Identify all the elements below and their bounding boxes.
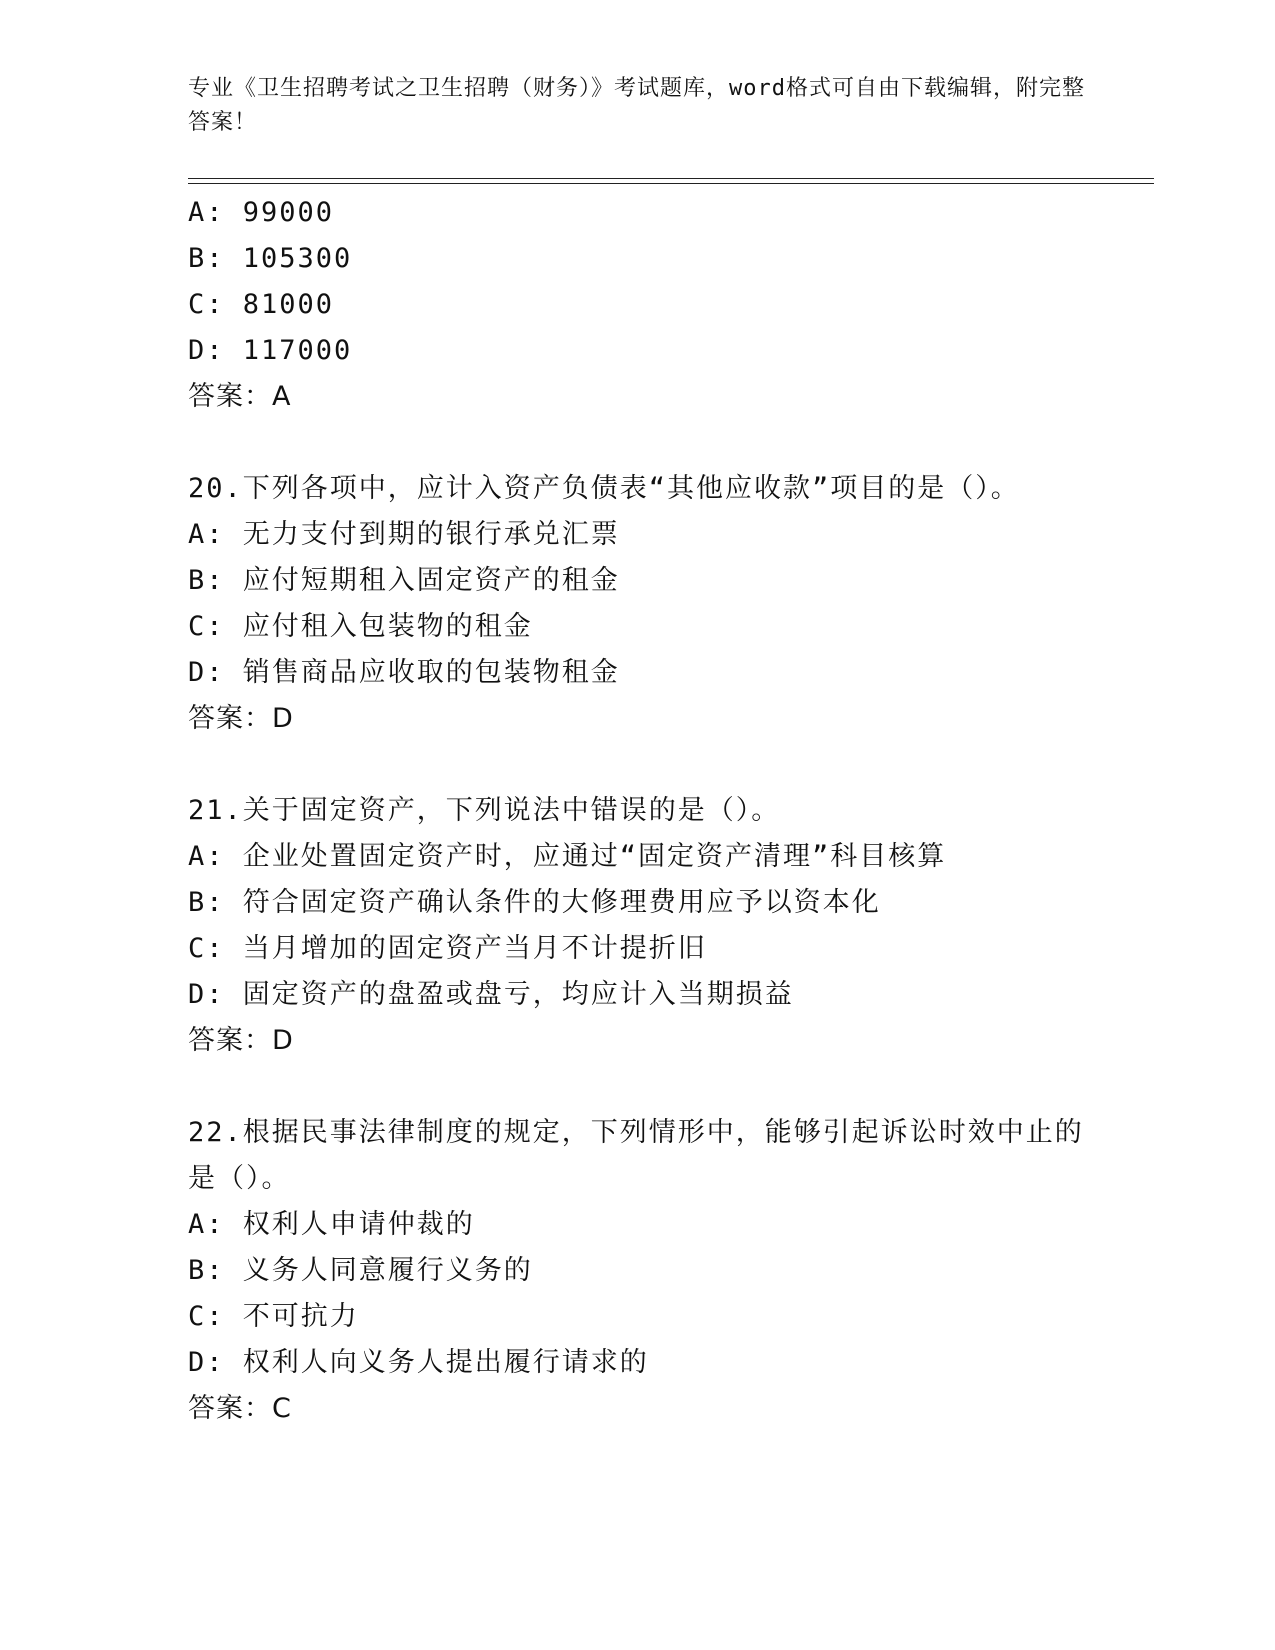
option-d: D: 117000 <box>188 335 353 366</box>
option-d: D: 权利人向义务人提出履行请求的 <box>188 1347 649 1378</box>
answer: 答案：D <box>188 1025 294 1056</box>
question-21 <box>188 788 1088 1064</box>
question-stem-line-2: 是（）。 <box>188 1163 291 1194</box>
option-a: A: 企业处置固定资产时，应通过“固定资产清理”科目核算 <box>188 841 947 872</box>
question-19-tail <box>188 190 1088 420</box>
option-b: B: 义务人同意履行义务的 <box>188 1255 533 1286</box>
answer: 答案：A <box>188 381 292 412</box>
answer: 答案：C <box>188 1393 292 1424</box>
option-c: C: 81000 <box>188 289 335 320</box>
option-a: A: 99000 <box>188 197 335 228</box>
option-c: C: 应付租入包装物的租金 <box>188 611 533 642</box>
option-b: B: 105300 <box>188 243 353 274</box>
question-stem: 21.关于固定资产，下列说法中错误的是（）。 <box>188 795 781 826</box>
option-a: A: 无力支付到期的银行承兑汇票 <box>188 519 620 550</box>
question-stem: 20.下列各项中，应计入资产负债表“其他应收款”项目的是（）。 <box>188 473 1020 504</box>
option-c: C: 当月增加的固定资产当月不计提折旧 <box>188 933 707 964</box>
option-b: B: 应付短期租入固定资产的租金 <box>188 565 620 596</box>
question-20 <box>188 466 1088 742</box>
option-a: A: 权利人申请仲裁的 <box>188 1209 475 1240</box>
header-rule-top <box>188 178 1154 179</box>
answer: 答案：D <box>188 703 294 734</box>
question-stem-line-1: 22.根据民事法律制度的规定，下列情形中，能够引起诉讼时效中止的 <box>188 1117 1084 1148</box>
option-d: D: 销售商品应收取的包装物租金 <box>188 657 620 688</box>
document-header: 专业《卫生招聘考试之卫生招聘（财务）》考试题库，word格式可自由下载编辑，附完整答案！ <box>188 76 1085 135</box>
document-body <box>188 190 1088 1432</box>
question-22 <box>188 1110 1088 1432</box>
option-c: C: 不可抗力 <box>188 1301 359 1332</box>
option-b: B: 符合固定资产确认条件的大修理费用应予以资本化 <box>188 887 881 918</box>
option-d: D: 固定资产的盘盈或盘亏，均应计入当期损益 <box>188 979 794 1010</box>
header-rule-bottom <box>188 183 1154 184</box>
